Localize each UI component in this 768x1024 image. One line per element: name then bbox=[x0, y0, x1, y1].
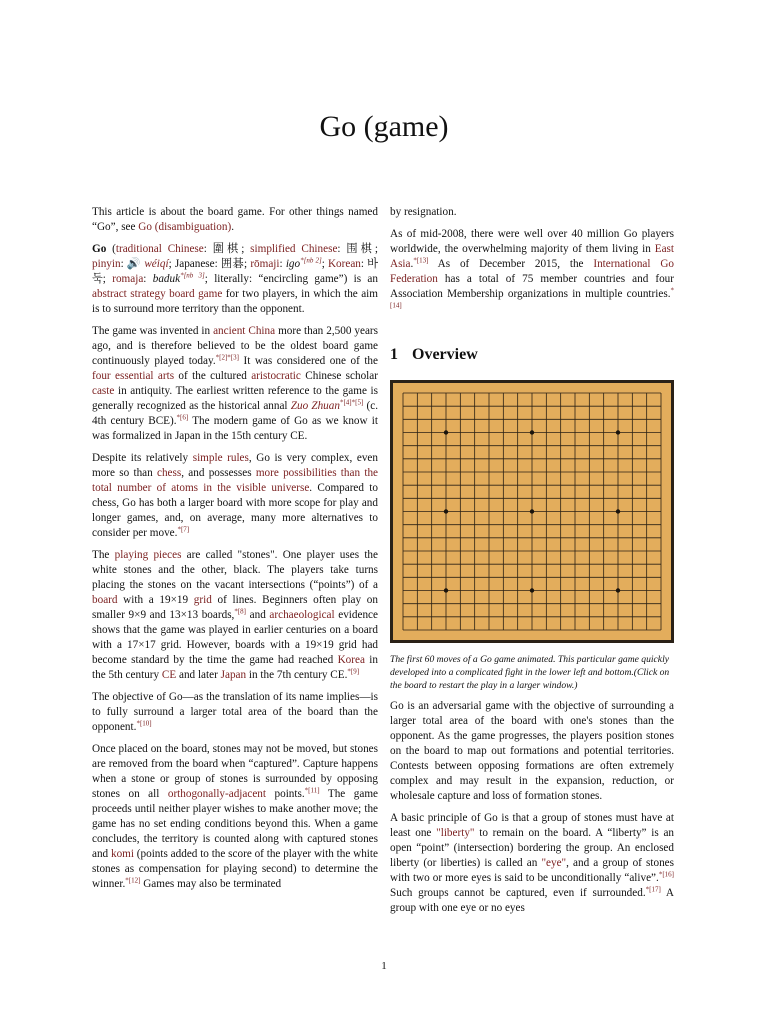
link-abstract-strategy[interactable]: abstract strategy board game bbox=[92, 288, 223, 300]
text: Games may also be terminated bbox=[140, 878, 282, 890]
text: (c. 4th century BCE). bbox=[92, 400, 378, 427]
pieces-paragraph bbox=[92, 548, 378, 683]
text: Chinese scholar bbox=[300, 370, 378, 382]
audio-weiqi-link[interactable]: wéiqí bbox=[144, 258, 169, 270]
text: , Go is very complex, even more so than bbox=[92, 452, 378, 479]
go-board-image[interactable] bbox=[390, 380, 674, 643]
link-archaeological[interactable]: archaeological bbox=[269, 609, 335, 621]
text: are called "stones". One player uses the white stones and the other, black. The players take turns placing the stones on the vacant intersections (“points”) of a bbox=[92, 549, 378, 591]
text: ; Japanese: 囲碁; bbox=[168, 258, 251, 270]
link-orthogonally-adjacent[interactable]: orthogonally-adjacent bbox=[167, 788, 267, 800]
star-point bbox=[444, 588, 448, 592]
ref-13[interactable]: *[13] bbox=[413, 256, 429, 265]
text: in the 5th century bbox=[92, 654, 379, 681]
text: more than 2,500 years ago, and is therefore believed to be the oldest board game continuously played today. bbox=[92, 325, 378, 367]
ref-12[interactable]: *[12] bbox=[125, 876, 141, 885]
resignation-continuation: by resignation. bbox=[390, 206, 457, 218]
disambiguation-link[interactable]: Go (disambiguation) bbox=[138, 221, 232, 233]
overview-paragraph-1: Go is an adversarial game with the objective of surrounding a larger total area of the board with one's stones than the opponent. As the game progresses, the players position stones on the board to map out formations and potential territories. Contests between opposing formations are often extremely complex and may result in the expansion, reduction, or wholesale capture and loss of formation stones. bbox=[390, 700, 674, 802]
text: : bbox=[279, 258, 286, 270]
link-ce[interactable]: CE bbox=[161, 669, 177, 681]
link-grid[interactable]: grid bbox=[193, 594, 212, 606]
text: in the 7th century CE. bbox=[246, 669, 348, 681]
ref-6[interactable]: *[6] bbox=[176, 413, 189, 422]
hatnote bbox=[92, 205, 378, 235]
objective-paragraph bbox=[92, 690, 378, 735]
link-simple-rules[interactable]: simple rules bbox=[192, 452, 249, 464]
link-traditional-chinese[interactable]: traditional Chinese bbox=[115, 243, 204, 255]
text: points. bbox=[266, 788, 305, 800]
text: ; literally: “encircling game”) is an bbox=[204, 273, 378, 285]
link-liberty[interactable]: "liberty" bbox=[436, 827, 475, 839]
text: for two players, in which the aim is to surround more territory than the opponent. bbox=[92, 288, 378, 315]
ref-8[interactable]: *[8] bbox=[234, 607, 247, 616]
link-komi[interactable]: komi bbox=[110, 848, 134, 860]
text: A basic principle of Go is that a group of stones must have at least one bbox=[390, 812, 674, 839]
text: and bbox=[246, 609, 270, 621]
star-point bbox=[616, 430, 620, 434]
text: The objective of Go—as the translation of its name implies—is to fully surround a larger total area of the board than the opponent. bbox=[92, 691, 378, 733]
link-more-possibilities[interactable]: more possibilities than the total number of atoms in the visible universe bbox=[92, 467, 378, 494]
star-point bbox=[444, 509, 448, 513]
star-point bbox=[530, 509, 534, 513]
star-point bbox=[616, 509, 620, 513]
overview-paragraph-2 bbox=[390, 811, 674, 916]
text: It was considered one of the bbox=[238, 355, 378, 367]
star-point bbox=[530, 588, 534, 592]
text: in antiquity. The earliest written reference to the game is generally recognized as the historical annal bbox=[92, 385, 378, 412]
text: (points added to the score of the player with the white stones as compensation for playing second) to determine the winner. bbox=[92, 848, 378, 890]
hatnote-end: . bbox=[231, 221, 234, 233]
history-paragraph bbox=[92, 324, 378, 444]
star-point bbox=[444, 430, 448, 434]
text: of the cultured bbox=[174, 370, 252, 382]
page-number: 1 bbox=[381, 960, 387, 972]
text: The game was invented in bbox=[92, 325, 214, 337]
link-zuo-zhuan[interactable]: Zuo Zhuan bbox=[290, 400, 340, 412]
text: baduk bbox=[152, 273, 181, 285]
page-title: Go (game) bbox=[319, 110, 449, 143]
text: . Compared to chess, Go has both a larger board with more scope for play and longer games, and, on average, many more alternatives to consider per move. bbox=[92, 482, 378, 539]
text: ( bbox=[106, 243, 116, 255]
text: Once placed on the board, stones may not be moved, but stones are removed from the board when “captured”. Capture happens when a stone or group of stones is surrounded by opposing stones on all bbox=[92, 743, 378, 800]
text: The game proceeds until neither player wishes to make another move; the game has no set ending conditions beyond this. When a game concludes, the territory is counted along with captured stones and bbox=[92, 788, 378, 860]
right-column bbox=[390, 205, 674, 923]
ref-11[interactable]: *[11] bbox=[304, 786, 320, 795]
text: A group with one eye or no eyes bbox=[390, 887, 674, 914]
go-board-grid bbox=[393, 383, 671, 640]
ref-9[interactable]: *[9] bbox=[347, 667, 360, 676]
text: : 🔊 bbox=[120, 258, 145, 270]
text: The modern game of Go as we know it was formalized in Japan in the 15th century CE. bbox=[92, 415, 379, 442]
complexity-paragraph bbox=[92, 451, 378, 541]
link-romaja[interactable]: romaja bbox=[112, 273, 144, 285]
hatnote-text: This article is about the board game. For other things named “Go”, see bbox=[92, 206, 378, 233]
text: Such groups cannot be captured, even if surrounded. bbox=[390, 887, 646, 899]
star-point bbox=[616, 588, 620, 592]
text: to remain on the board. A “liberty” is an open “point” (intersection) bordering the group. An enclosed liberty (or liberties) is called an bbox=[390, 827, 675, 869]
link-aristocratic[interactable]: aristocratic bbox=[251, 370, 301, 382]
ref-17[interactable]: *[17] bbox=[645, 885, 661, 894]
ref-2-3[interactable]: *[2]*[3] bbox=[215, 353, 239, 362]
text: : 바둑; bbox=[92, 258, 378, 285]
text: , and a group of stones with two or more eyes is said to be unconditionally “alive”. bbox=[390, 857, 674, 884]
board-caption: The first 60 moves of a Go game animated. This particular game quickly developed into a complicated fight in the lower left and bottom.(Click on the board to restart the play in a larger window.) bbox=[390, 654, 670, 691]
text: and later bbox=[176, 669, 221, 681]
players-paragraph bbox=[390, 227, 674, 317]
section-number: 1 bbox=[390, 346, 398, 363]
ref-nb3[interactable]: *[nb 3] bbox=[180, 271, 205, 280]
link-japan[interactable]: Japan bbox=[220, 669, 247, 681]
link-four-arts[interactable]: four essential arts bbox=[92, 370, 175, 382]
ref-10[interactable]: *[10] bbox=[136, 719, 152, 728]
link-chess[interactable]: chess bbox=[156, 467, 182, 479]
text: Despite its relatively bbox=[92, 452, 193, 464]
link-simplified-chinese[interactable]: simplified Chinese bbox=[250, 243, 338, 255]
link-korea[interactable]: Korea bbox=[337, 654, 365, 666]
link-board[interactable]: board bbox=[92, 594, 118, 606]
text: , and possesses bbox=[181, 467, 256, 479]
ref-nb2[interactable]: *[nb 2] bbox=[300, 256, 322, 265]
text: evidence shows that the game was played in earlier centuries on a board with a 17×17 grid. However, boards with a 19×19 grid had become standard by the time the game had reached bbox=[92, 609, 378, 666]
link-pinyin[interactable]: pinyin bbox=[92, 258, 121, 270]
link-ancient-china[interactable]: ancient China bbox=[213, 325, 276, 337]
link-caste[interactable]: caste bbox=[92, 385, 115, 397]
link-korean[interactable]: Korean bbox=[327, 258, 361, 270]
text: . bbox=[410, 258, 414, 270]
link-east-asia[interactable]: East Asia bbox=[390, 243, 674, 270]
ref-4-5[interactable]: *[4]*[5] bbox=[339, 398, 364, 407]
text: As of mid-2008, there were well over 40 million Go players worldwide, the overwhelming majority of them living in bbox=[390, 228, 674, 255]
text: : bbox=[143, 273, 153, 285]
text: igo bbox=[285, 258, 301, 270]
link-romaji[interactable]: rōmaji bbox=[250, 258, 280, 270]
section-title: Overview bbox=[412, 346, 478, 363]
text: with a 19×19 bbox=[117, 594, 194, 606]
ref-7[interactable]: *[7] bbox=[177, 525, 190, 534]
text: The bbox=[92, 549, 115, 561]
text: has a total of 75 member countries and four Association Membership organizations in multiple countries. bbox=[390, 273, 674, 300]
link-playing-pieces[interactable]: playing pieces bbox=[114, 549, 182, 561]
text: : 圍棋; bbox=[203, 243, 251, 255]
ref-16[interactable]: *[16] bbox=[658, 870, 674, 879]
link-igf[interactable]: International Go Federation bbox=[390, 258, 674, 285]
text: : 围棋; bbox=[337, 243, 378, 255]
text: ; bbox=[321, 258, 328, 270]
intro-bold: Go bbox=[92, 243, 107, 255]
left-column bbox=[92, 205, 378, 899]
link-eye[interactable]: "eye" bbox=[541, 857, 567, 869]
intro-paragraph bbox=[92, 242, 378, 317]
ref-14[interactable]: *[14] bbox=[390, 286, 674, 310]
text: As of December 2015, the bbox=[428, 258, 594, 270]
stones-paragraph bbox=[92, 742, 378, 892]
star-point bbox=[530, 430, 534, 434]
section-heading-overview bbox=[390, 347, 674, 362]
text: of lines. Beginners often play on smaller 9×9 and 13×13 boards, bbox=[92, 594, 378, 621]
